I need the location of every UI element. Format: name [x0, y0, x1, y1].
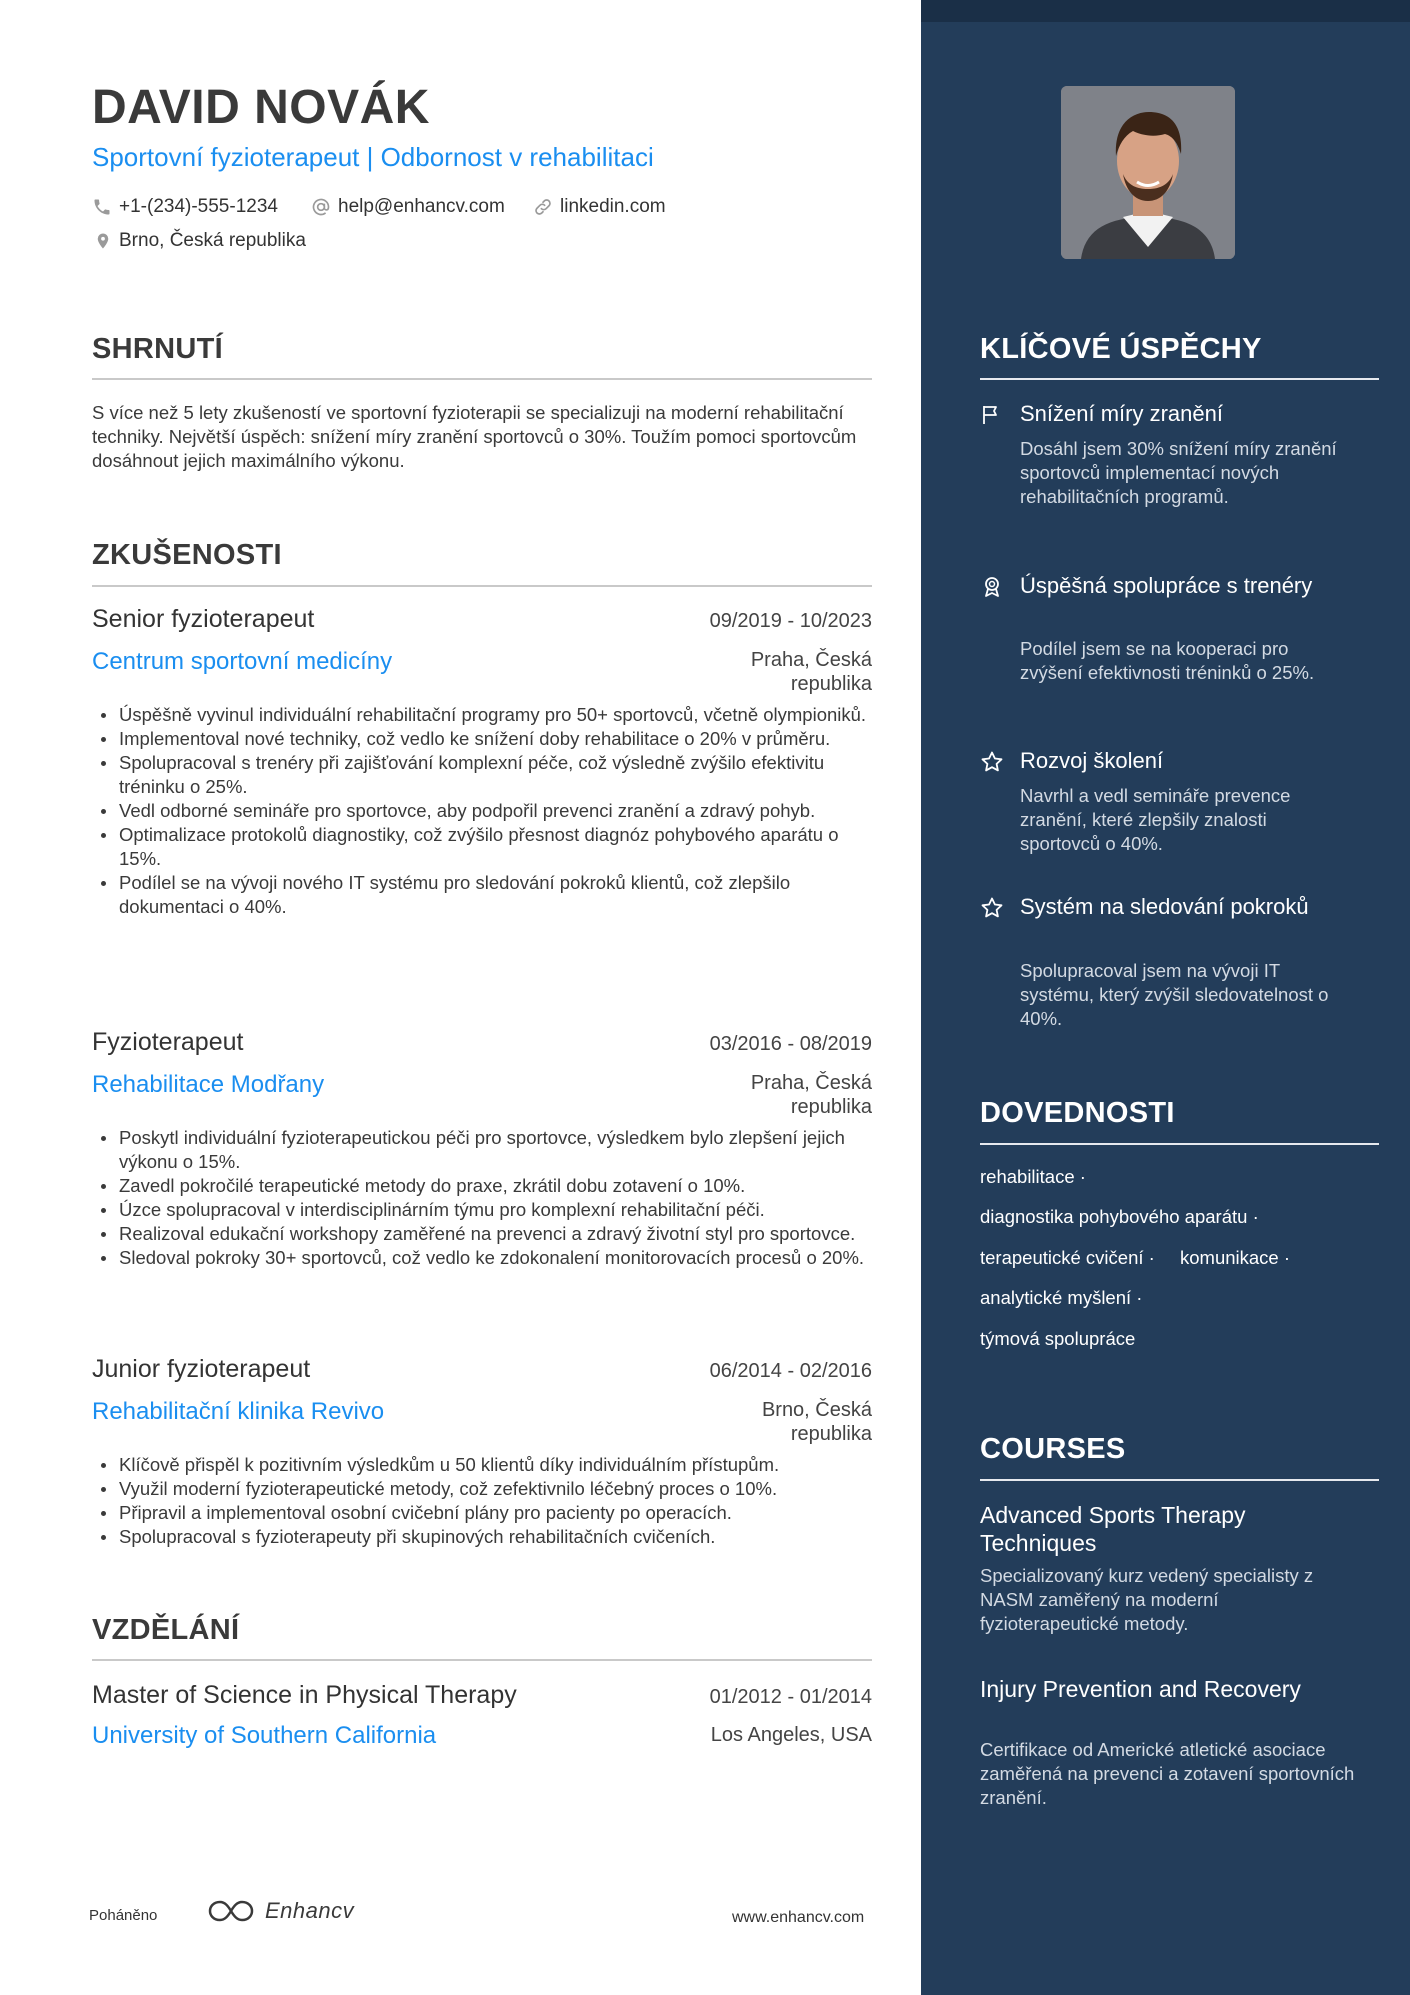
job-bullet: Implementoval nové techniky, což vedlo ke snížení doby rehabilitace o 20% v průměru. — [92, 727, 872, 751]
job-bullets — [92, 1126, 872, 1270]
contact-phone[interactable] — [92, 196, 278, 218]
job-location: Praha, Česká republika — [750, 1072, 872, 1118]
skill-tag: terapeutické cvičení · — [980, 1247, 1155, 1268]
skills-divider — [980, 1143, 1379, 1145]
job-bullet: Klíčově přispěl k pozitivním výsledkům u 50 klientů díky individuálním přístupům. — [92, 1453, 872, 1477]
at-icon — [311, 197, 331, 217]
candidate-name: DAVID NOVÁK — [92, 81, 430, 134]
email-text: help@enhancv.com — [338, 196, 505, 217]
education-location: Los Angeles, USA — [710, 1724, 872, 1746]
star-icon — [980, 750, 1004, 774]
summary-text: S více než 5 lety zkušeností ve sportovní fyzioterapii se specializuji na moderní rehabilitační techniky. Největší úspěch: snížení míry zranění sportovců o 30%. Toužím pomoci sportovcům dosáhnout jejich maximálního výkonu. — [92, 402, 857, 471]
sidebar-top-band — [921, 0, 1410, 22]
achievement-title: Úspěšná spolupráce s trenéry — [1020, 573, 1313, 598]
achievements-heading: KLÍČOVÉ ÚSPĚCHY — [980, 333, 1262, 365]
job-bullet: Úspěšně vyvinul individuální rehabilitační programy pro 50+ sportovců, včetně olympioniků. — [92, 703, 872, 727]
contact-email[interactable] — [311, 196, 505, 218]
job-bullet: Podílel se na vývoji nového IT systému pro sledování pokroků klientů, což zlepšilo dokumentaci o 40%. — [92, 871, 872, 919]
job-dates: 03/2016 - 08/2019 — [709, 1033, 872, 1055]
education-degree: Master of Science in Physical Therapy — [92, 1681, 517, 1709]
candidate-subtitle: Sportovní fyzioterapeut | Odbornost v rehabilitaci — [92, 142, 654, 172]
course-title: Advanced Sports Therapy Techniques — [980, 1502, 1246, 1556]
courses-heading: COURSES — [980, 1433, 1126, 1465]
sidebar — [921, 0, 1410, 1995]
courses-divider — [980, 1479, 1379, 1481]
job-company: Rehabilitační klinika Revivo — [92, 1398, 385, 1425]
job-bullet: Využil moderní fyzioterapeutické metody, což zefektivnilo léčebný proces o 10%. — [92, 1477, 872, 1501]
flag-icon — [980, 403, 1004, 427]
skill-tag: diagnostika pohybového aparátu · — [980, 1206, 1259, 1227]
enhancv-logo-icon — [207, 1898, 255, 1924]
footer-url[interactable]: www.enhancv.com — [732, 1909, 865, 1926]
job-title: Fyzioterapeut — [92, 1028, 244, 1056]
achievement-desc: Navrhl a vedl semináře prevence zranění, které zlepšily znalosti sportovců o 40%. — [1020, 785, 1291, 854]
location-text: Brno, Česká republika — [119, 230, 306, 251]
award-icon — [980, 575, 1004, 599]
achievement-desc: Podílel jsem se na kooperaci pro zvýšení efektivnosti tréninků o 25%. — [1020, 638, 1315, 683]
job-location: Brno, Česká republika — [761, 1399, 872, 1445]
education-school: University of Southern California — [92, 1722, 437, 1749]
job-bullet: Sledoval pokroky 30+ sportovců, což vedlo ke zdokonalení monitorovacích procesů o 20%. — [92, 1246, 872, 1270]
job-title: Senior fyzioterapeut — [92, 605, 315, 633]
contact-linkedin[interactable] — [533, 196, 666, 218]
skill-tag: komunikace · — [1180, 1247, 1291, 1268]
job-bullet: Vedl odborné semináře pro sportovce, aby podpořil prevenci zranění a zdravý pohyb. — [92, 799, 872, 823]
job-title: Junior fyzioterapeut — [92, 1355, 311, 1383]
job-bullet: Připravil a implementoval osobní cvičební plány pro pacienty po operacích. — [92, 1501, 872, 1525]
job-bullet: Úzce spolupracoval v interdisciplinárním týmu pro komplexní rehabilitační péči. — [92, 1198, 872, 1222]
achievements-divider — [980, 378, 1379, 380]
summary-heading: SHRNUTÍ — [92, 333, 223, 365]
experience-heading: ZKUŠENOSTI — [92, 539, 282, 571]
footer-logo[interactable] — [207, 1898, 354, 1924]
job-location: Praha, Česká republika — [750, 649, 872, 695]
phone-text: +1-(234)-555-1234 — [119, 196, 278, 217]
linkedin-text: linkedin.com — [560, 196, 666, 217]
job-dates: 06/2014 - 02/2016 — [709, 1360, 872, 1382]
link-icon — [533, 197, 553, 217]
achievement-desc: Spolupracoval jsem na vývoji IT systému, který zvýšil sledovatelnost o 40%. — [1020, 960, 1329, 1029]
education-heading: VZDĚLÁNÍ — [92, 1614, 240, 1646]
experience-divider — [92, 585, 872, 587]
skill-tag: týmová spolupráce — [980, 1328, 1136, 1349]
phone-icon — [92, 197, 112, 217]
star-icon — [980, 896, 1004, 920]
achievement-desc: Dosáhl jsem 30% snížení míry zranění sportovců implementací nových rehabilitačních programů. — [1020, 438, 1337, 507]
location-pin-icon — [94, 231, 112, 251]
job-company: Centrum sportovní medicíny — [92, 648, 393, 675]
job-bullets — [92, 1453, 872, 1549]
footer-brand: Enhancv — [265, 1898, 355, 1923]
job-bullet: Optimalizace protokolů diagnostiky, což zvýšilo přesnost diagnóz pohybového aparátu o 15%. — [92, 823, 872, 871]
course-desc: Specializovaný kurz vedený specialisty z NASM zaměřený na moderní fyzioterapeutické metody. — [980, 1565, 1314, 1634]
job-bullet: Spolupracoval s trenéry při zajišťování komplexní péče, což výsledně zvýšilo efektivitu tréninku o 25%. — [92, 751, 872, 799]
job-bullets — [92, 703, 872, 919]
education-divider — [92, 1659, 872, 1661]
skills-heading: DOVEDNOSTI — [980, 1097, 1175, 1129]
summary-divider — [92, 378, 872, 380]
profile-photo — [1061, 86, 1235, 259]
job-dates: 09/2019 - 10/2023 — [709, 610, 872, 632]
skill-tag: analytické myšlení · — [980, 1287, 1143, 1308]
skill-tag: rehabilitace · — [980, 1166, 1086, 1187]
job-bullet: Poskytl individuální fyzioterapeutickou péči pro sportovce, výsledkem bylo zlepšení jejich výkonu o 15%. — [92, 1126, 872, 1174]
job-bullet: Realizoval edukační workshopy zaměřené na prevenci a zdravý životní styl pro sportovce. — [92, 1222, 872, 1246]
course-desc: Certifikace od Americké atletické asociace zaměřená na prevenci a zotavení sportovních zranění. — [980, 1739, 1355, 1808]
job-bullet: Spolupracoval s fyzioterapeuty při skupinových rehabilitačních cvičeních. — [92, 1525, 872, 1549]
course-title: Injury Prevention and Recovery — [980, 1676, 1301, 1702]
footer-powered: Poháněno — [89, 1907, 158, 1924]
achievement-title: Rozvoj školení — [1020, 748, 1164, 773]
achievement-title: Snížení míry zranění — [1020, 401, 1223, 426]
achievement-title: Systém na sledování pokroků — [1020, 894, 1309, 919]
contact-location — [94, 230, 306, 252]
education-dates: 01/2012 - 01/2014 — [709, 1686, 872, 1708]
job-company: Rehabilitace Modřany — [92, 1071, 325, 1098]
job-bullet: Zavedl pokročilé terapeutické metody do praxe, zkrátil dobu zotavení o 10%. — [92, 1174, 872, 1198]
